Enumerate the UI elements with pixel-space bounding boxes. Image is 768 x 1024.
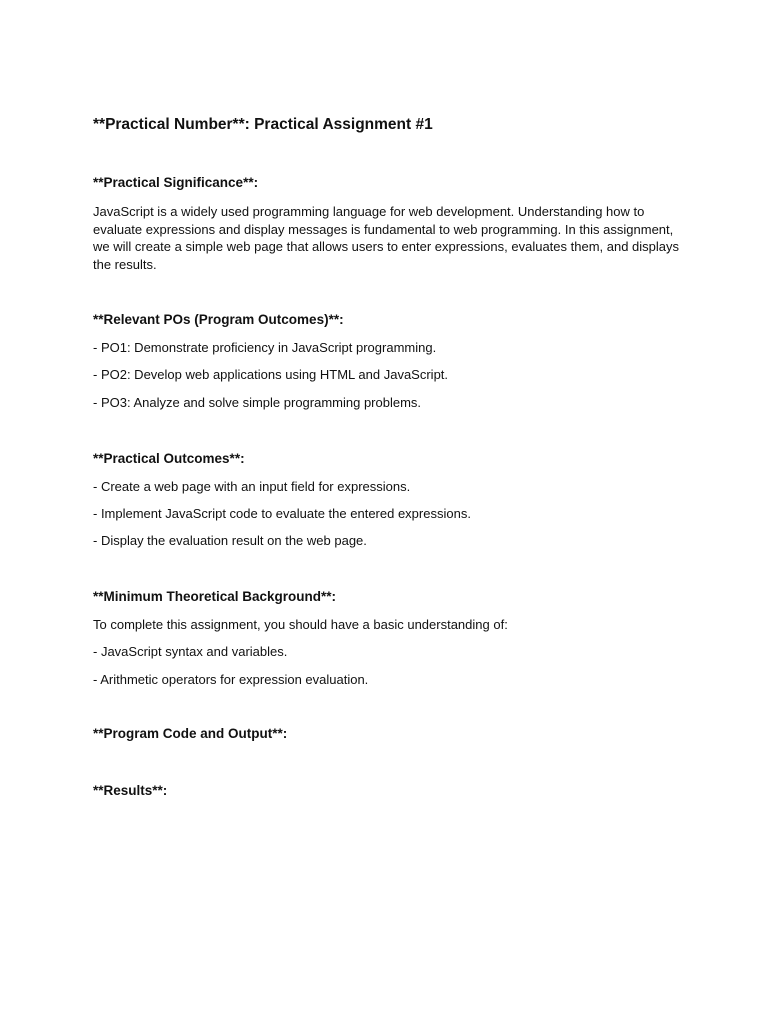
background-intro: To complete this assignment, you should have a basic understanding of: [93, 617, 508, 632]
document-title: **Practical Number**: Practical Assignment #1 [93, 116, 433, 133]
results-heading: **Results**: [93, 783, 168, 798]
significance-heading: **Practical Significance**: [93, 175, 259, 190]
outcome-item: - Display the evaluation result on the web page. [93, 533, 367, 548]
outcome-item: - Create a web page with an input field for expressions. [93, 479, 411, 494]
code-heading: **Program Code and Output**: [93, 726, 288, 741]
background-item: - Arithmetic operators for expression evaluation. [93, 672, 369, 687]
significance-paragraph: JavaScript is a widely used programming language for web development. Understanding how to evaluate expressions and display messages is fundamental to web programming. In this assignment, we will create a simple web page that allows users to enter expressions, evaluates them, and displays the results. [93, 204, 680, 272]
po-item: - PO3: Analyze and solve simple programming problems. [93, 395, 422, 410]
po-item: - PO2: Develop web applications using HTML and JavaScript. [93, 367, 449, 382]
background-heading: **Minimum Theoretical Background**: [93, 589, 337, 604]
outcome-item: - Implement JavaScript code to evaluate the entered expressions. [93, 506, 471, 521]
outcomes-heading: **Practical Outcomes**: [93, 451, 245, 466]
po-item: - PO1: Demonstrate proficiency in JavaScript programming. [93, 340, 437, 355]
background-item: - JavaScript syntax and variables. [93, 644, 288, 659]
pos-heading: **Relevant POs (Program Outcomes)**: [93, 312, 344, 327]
